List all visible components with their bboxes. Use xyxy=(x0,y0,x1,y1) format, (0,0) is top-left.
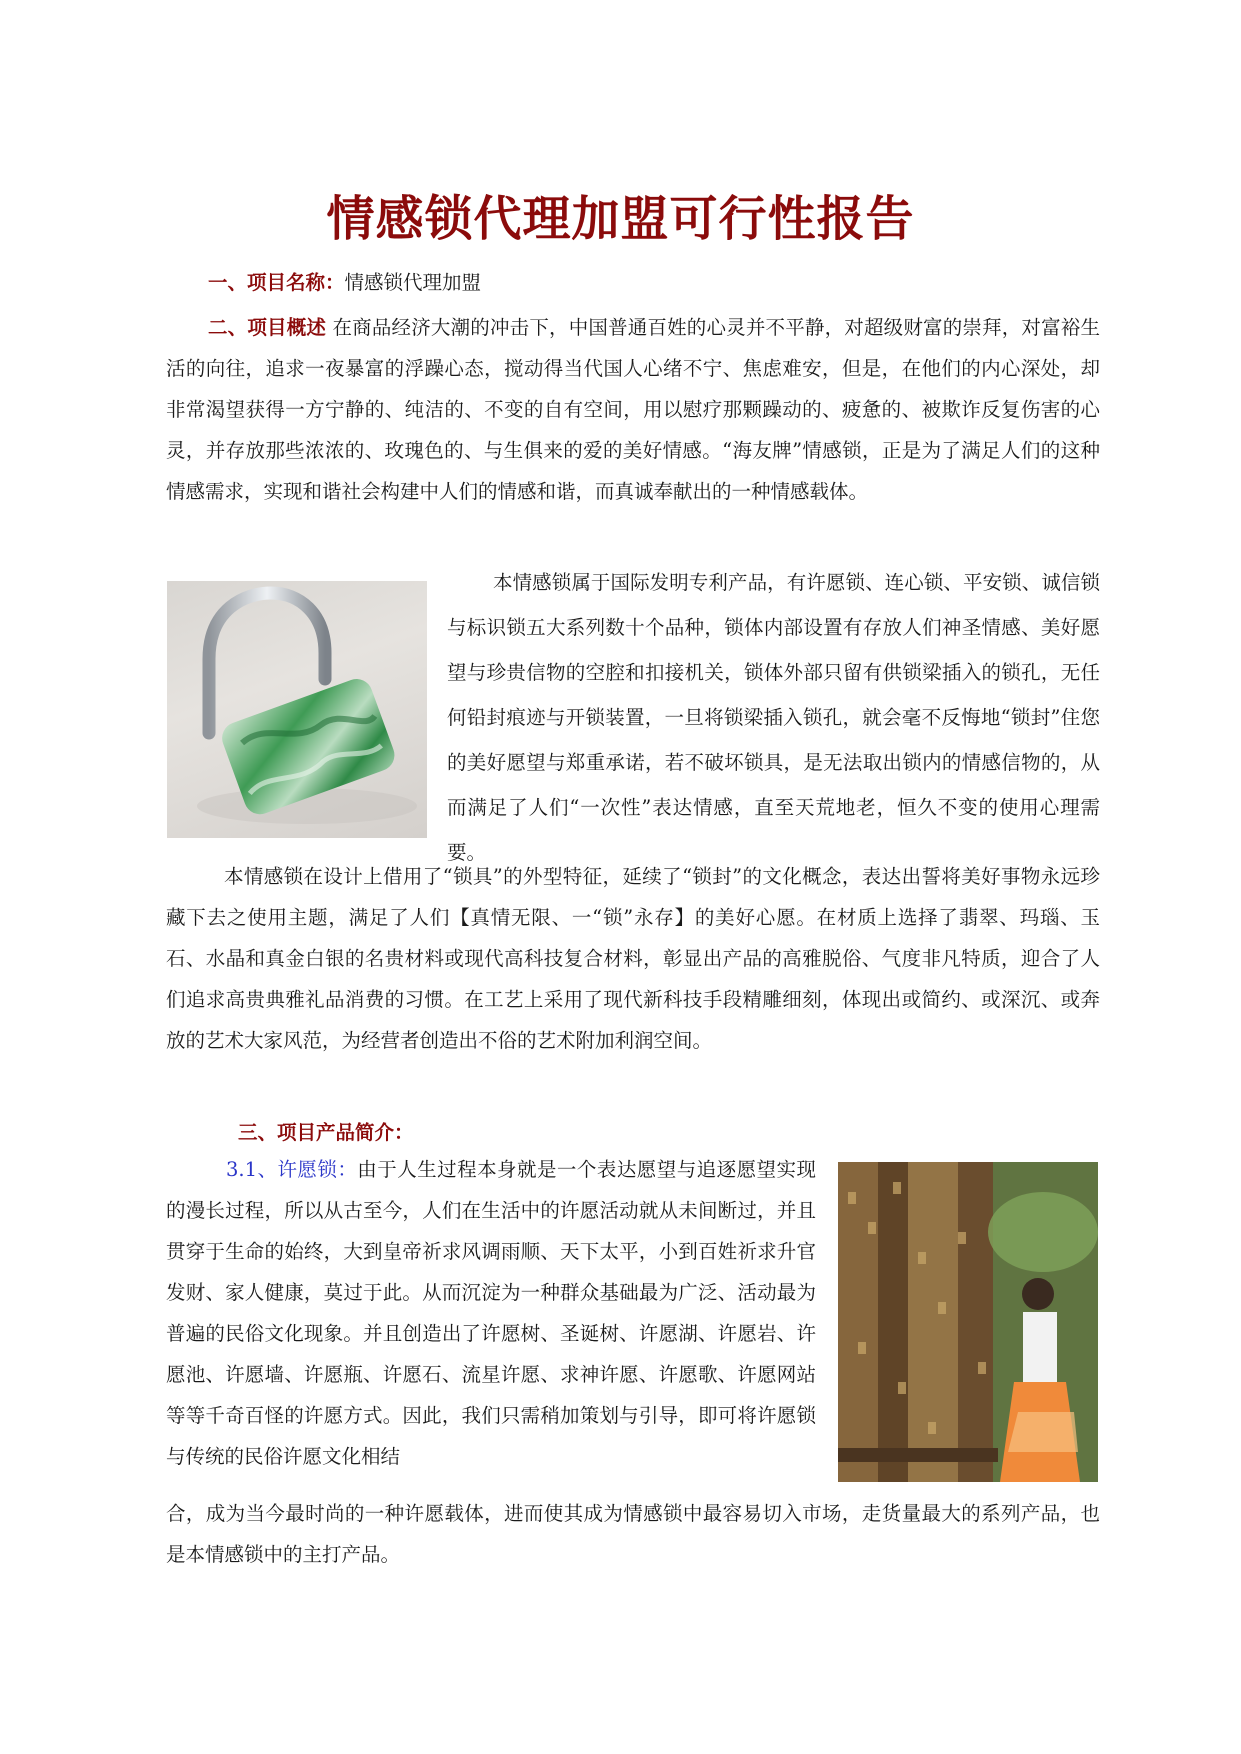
section-project-name xyxy=(208,262,1108,303)
jade-padlock-photo xyxy=(167,581,427,838)
section-body: 在商品经济大潮的冲击下，中国普通百姓的心灵并不平静，对超级财富的崇拜，对富裕生活的向往，追求一夜暴富的浮躁心态，搅动得当代国人心绪不宁、焦虑难安，但是，在他们的内心深处，却非常渴望获得一方宁静的、纯洁的、不变的自有空间，用以慰疗那颗躁动的、疲惫的、被欺诈反复伤害的心灵，并存放那些浓浓的、玫瑰色的、与生俱来的爱的美好情感。“海友牌”情感锁，正是为了满足人们的这种情感需求，实现和谐社会构建中人们的情感和谐，而真诚奉献出的一种情感载体。 xyxy=(166,316,1100,503)
wish-lock-wall-photo xyxy=(838,1162,1098,1482)
design-paragraph-text: 本情感锁在设计上借用了“锁具”的外型特征，延续了“锁封”的文化概念，表达出誓将美好事物永远珍藏下去之使用主题，满足了人们【真情无限、一“锁”永存】的美好心愿。在材质上选择了翡翠、玛瑙、玉石、水晶和真金白银的名贵材料或现代高科技复合材料，彰显出产品的高雅脱俗、气度非凡特质，迎合了人们追求高贵典雅礼品消费的习惯。在工艺上采用了现代新科技手段精雕细刻，体现出或简约、或深沉、或奔放的艺术大家风范，为经营者创造出不俗的艺术附加利润空间。 xyxy=(166,865,1100,1052)
document-title: 情感锁代理加盟可行性报告 xyxy=(326,191,915,247)
section-heading: 三、项目产品简介： xyxy=(238,1121,414,1144)
design-paragraph xyxy=(166,856,1100,1061)
jade-padlock-image xyxy=(167,581,427,838)
section-heading: 二、项目概述 xyxy=(208,316,327,339)
lock-wall-image xyxy=(838,1162,1098,1482)
section-product-intro xyxy=(238,1112,838,1153)
wish-lock-paragraph-continued: 合，成为当今最时尚的一种许愿载体，进而使其成为情感锁中最容易切入市场，走货量最大的系列产品，也是本情感锁中的主打产品。 xyxy=(166,1502,1100,1566)
section-project-overview xyxy=(166,307,1100,512)
subsection-heading: 3.1、许愿锁： xyxy=(226,1158,358,1181)
section-heading: 一、项目名称： xyxy=(208,271,345,294)
subsection-body: 由于人生过程本身就是一个表达愿望与追逐愿望实现的漫长过程，所以从古至今，人们在生活中的许愿活动就从未间断过，并且贯穿于生命的始终，大到皇帝祈求风调雨顺、天下太平，小到百姓祈求升官发财、家人健康，莫过于此。从而沉淀为一种群众基础最为广泛、活动最为普遍的民俗文化现象。并且创造出了许愿树、圣诞树、许愿湖、许愿岩、许愿池、许愿墙、许愿瓶、许愿石、流星许愿、求神许愿、许愿歌、许愿网站等等千奇百怪的许愿方式。因此，我们只需稍加策划与引导，即可将许愿锁与传统的民俗许愿文化相结 xyxy=(166,1158,816,1468)
patent-paragraph: 本情感锁属于国际发明专利产品，有许愿锁、连心锁、平安锁、诚信锁与标识锁五大系列数十个品种，锁体内部设置有存放人们神圣情感、美好愿望与珍贵信物的空腔和扣接机关，锁体外部只留有供锁梁插入的锁孔，无任何铅封痕迹与开锁装置，一旦将锁梁插入锁孔，就会毫不反悔地“锁封”住您的美好愿望与郑重承诺，若不破坏锁具，是无法取出锁内的情感信物的，从而满足了人们“一次性”表达情感，直至天荒地老，恒久不变的使用心理需要。 xyxy=(447,571,1100,864)
section-body: 情感锁代理加盟 xyxy=(344,271,482,294)
wish-lock-paragraph xyxy=(166,1149,816,1477)
